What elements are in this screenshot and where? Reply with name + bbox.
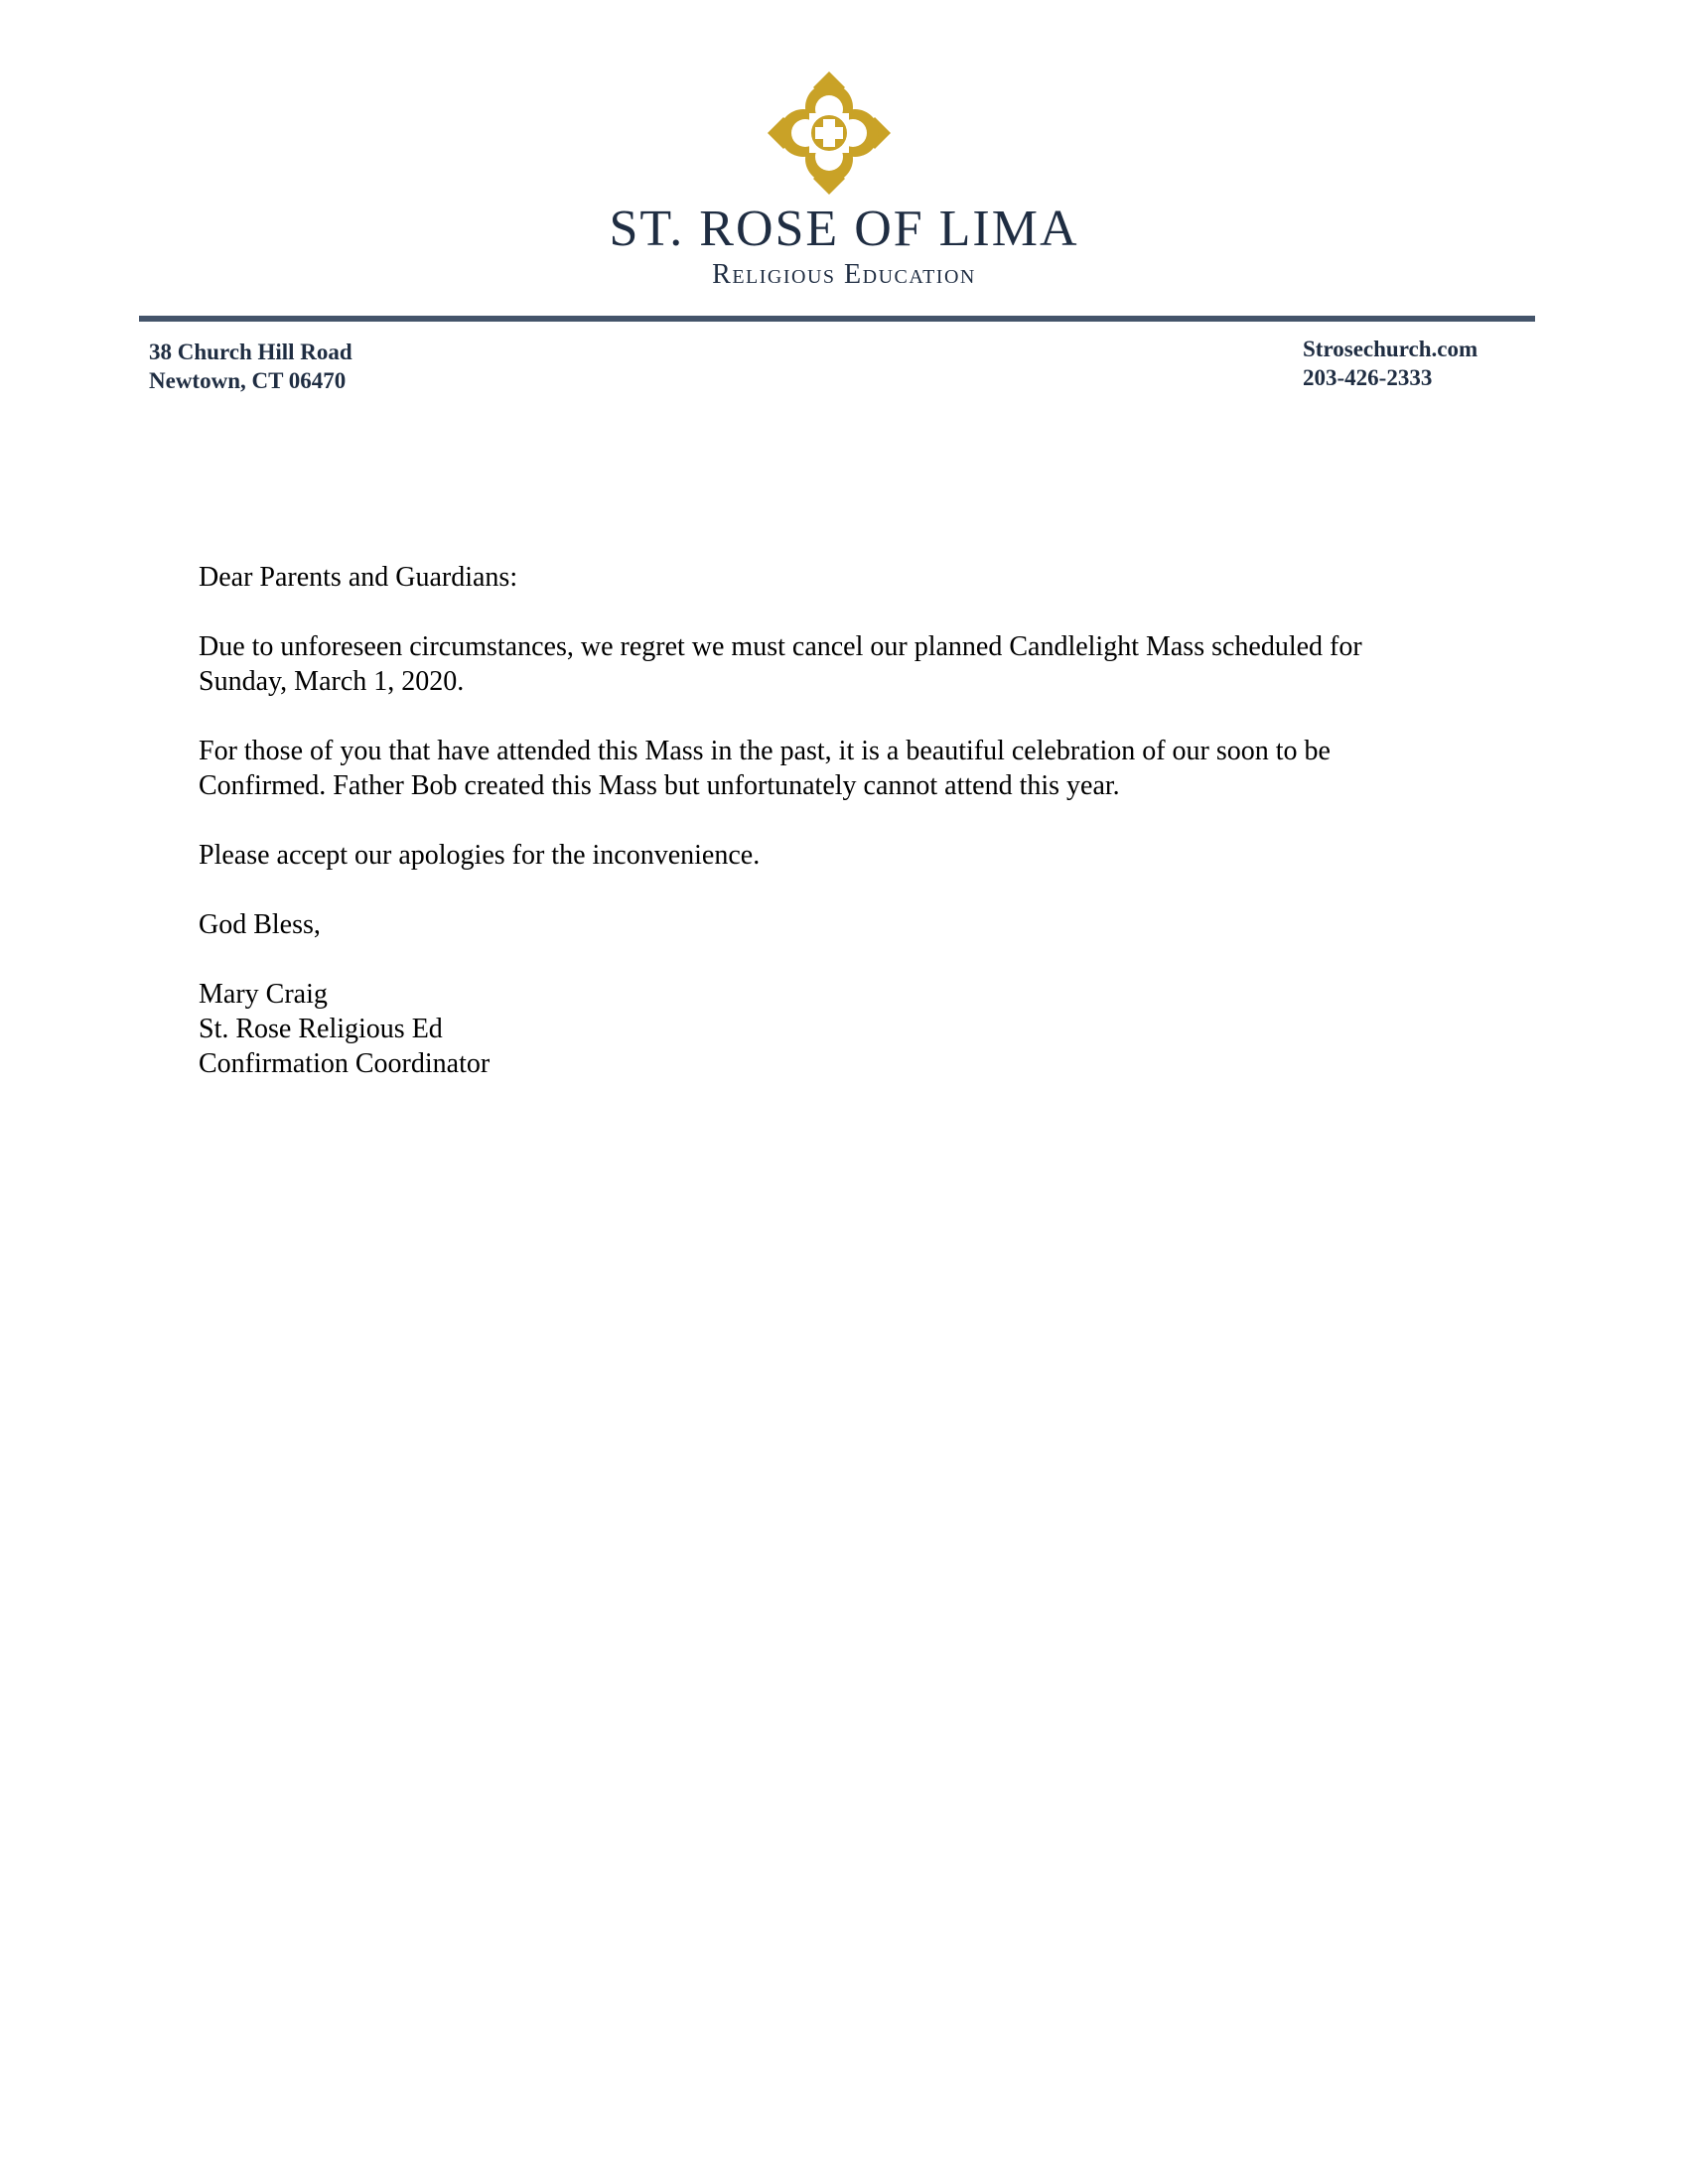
signature-organization: St. Rose Religious Ed [199,1014,443,1044]
address-city: Newtown, CT 06470 [149,368,347,393]
phone-number: 203-426-2333 [1303,365,1433,390]
paragraph-apology: Please accept our apologies for the inconvenience. [199,840,761,871]
signature-name: Mary Craig [199,979,328,1010]
header-divider [139,316,1535,322]
signature-title: Confirmation Coordinator [199,1048,491,1079]
website: Strosechurch.com [1303,337,1478,361]
closing: God Bless, [199,909,321,940]
salutation: Dear Parents and Guardians: [199,562,518,593]
paragraph-history [199,734,1509,803]
paragraph-line: Sunday, March 1, 2020. [199,666,465,697]
signature-block [199,977,1509,1081]
letter-body [199,560,1509,1116]
org-name: ST. ROSE OF LIMA [609,201,1079,257]
paragraph-cancellation [199,629,1509,699]
paragraph-line: Due to unforeseen circumstances, we regret we must cancel our planned Candlelight Mass scheduled for [199,631,1362,662]
paragraph-line: Confirmed. Father Bob created this Mass but unfortunately cannot attend this year. [199,770,1120,801]
contact-block [1303,335,1477,392]
address-block [149,338,352,395]
paragraph-line: For those of you that have attended this Mass in the past, it is a beautiful celebration of our soon to be [199,736,1331,766]
address-street: 38 Church Hill Road [149,340,352,364]
org-subtitle: Religious Education [712,259,976,290]
quatrefoil-cross-icon [766,69,893,197]
